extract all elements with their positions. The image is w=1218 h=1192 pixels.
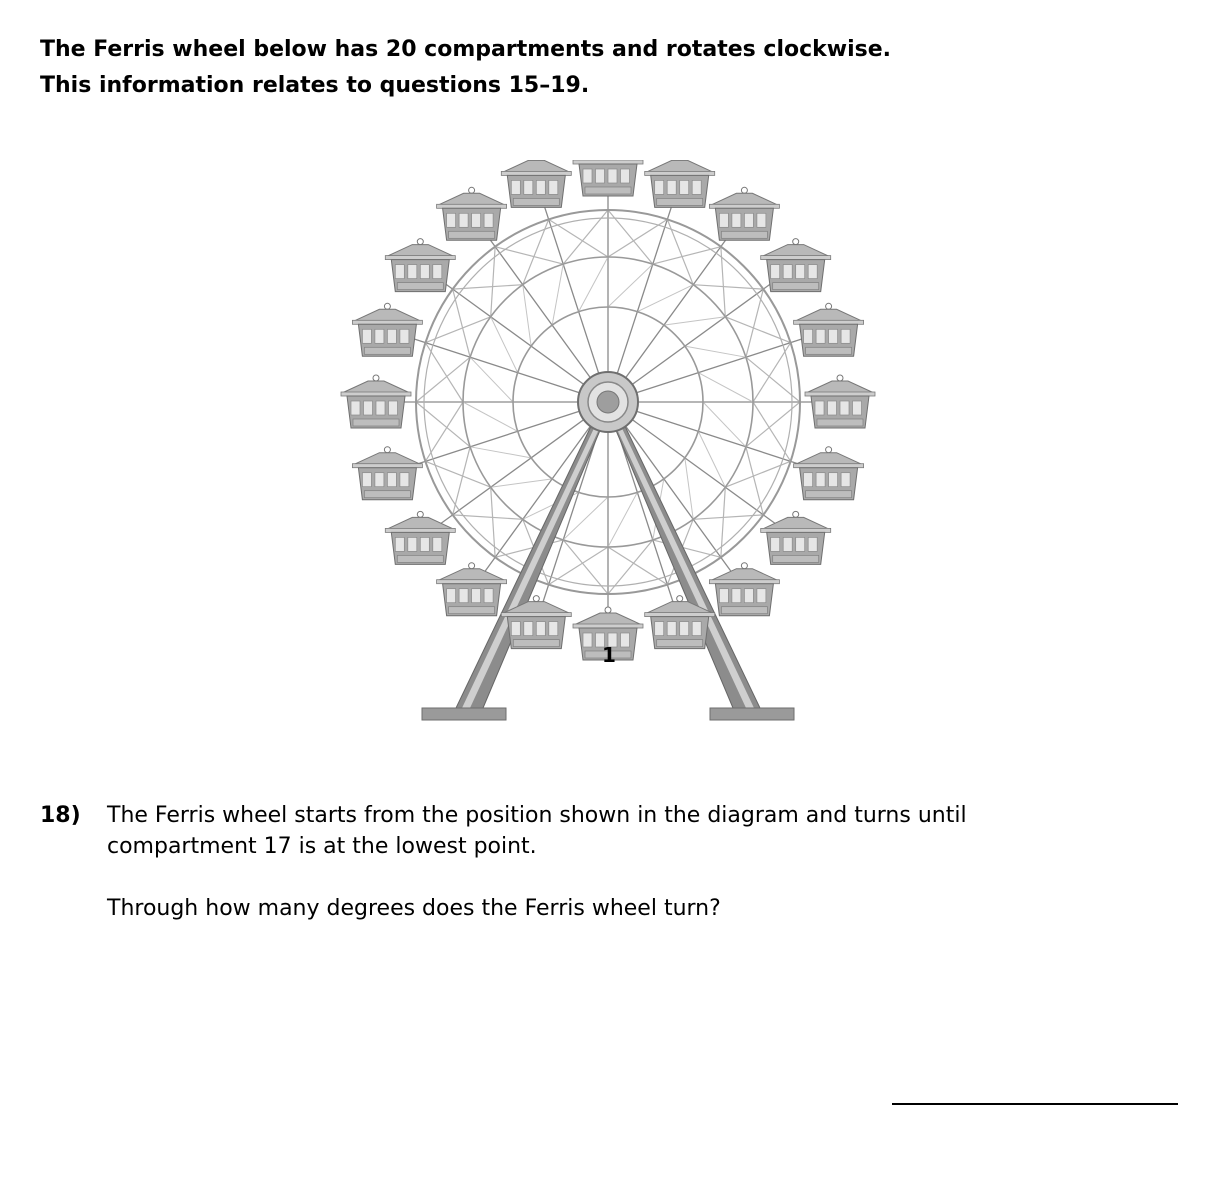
wheel-hub [578,372,638,432]
cabin-base [657,198,703,205]
compartment [437,563,507,616]
left-base [422,708,506,720]
cabin-window [804,329,813,343]
cabin-roof-edge [385,528,455,532]
cabin-base [513,640,559,647]
cabin-roof-edge [341,392,411,396]
cabin-window [804,473,813,487]
compartment [341,375,411,428]
cabin-roof [502,160,570,172]
cabin-roof [710,569,778,581]
cabin-roof-edge [573,624,643,628]
cabin-ring [793,239,799,245]
cabin-window [511,180,520,194]
cabin-base [773,555,819,562]
cabin-window [484,589,493,603]
compartment [805,375,875,428]
compartment [385,239,455,292]
cabin-roof [806,381,874,393]
intro-line-1: The Ferris wheel below has 20 compartments and rotates clockwise. [40,37,892,62]
cabin-roof [438,193,506,205]
cabin-roof [438,569,506,581]
compartment [794,447,864,500]
cabin-ring [384,303,390,309]
cabin-ring [826,447,832,453]
cabin-window [362,329,371,343]
cabin-base [721,231,767,238]
brace [491,317,518,373]
cabin-window [459,213,468,227]
brace [463,402,518,431]
cabin-roof [342,381,410,393]
intro-text [40,32,891,104]
cabin-window [376,401,385,415]
intro-line-2: This information relates to questions 15–19. [40,73,590,98]
cabin-window [387,473,396,487]
compartment [709,187,779,240]
cabin-base [353,419,399,426]
cabin-window [395,265,404,279]
cabin-window [433,265,442,279]
cabin-roof-edge [501,171,571,175]
cabin-roof-edge [709,580,779,584]
cabin-roof-edge [761,256,831,260]
cabin-window [815,401,824,415]
cabin-ring [417,239,423,245]
cabin-roof-edge [794,464,864,468]
cabin-window [816,473,825,487]
cabin-window [536,622,545,636]
cabin-window [816,329,825,343]
cabin-roof-edge [709,204,779,208]
cabin-window [549,180,558,194]
cabin-window [420,265,429,279]
cabin-window [771,265,780,279]
cabin-window [719,589,728,603]
cabin-window [375,329,384,343]
compartment [352,447,422,500]
cabin-base [449,607,495,614]
cabin-ring [469,563,475,569]
compartment [761,239,831,292]
brace [579,257,608,312]
cabin-window [732,589,741,603]
cabin-roof-edge [645,171,715,175]
cabin-window [362,473,371,487]
answer-line[interactable] [892,1103,1178,1105]
cabin-window [400,473,409,487]
cabin-window [447,213,456,227]
cabin-ring [373,375,379,381]
question-prompt: Through how many degrees does the Ferris wheel turn? [107,896,721,921]
cabin-roof [762,517,830,529]
cabin-window [783,265,792,279]
cabin-window [732,213,741,227]
cabin-base [397,283,443,290]
compartment [645,160,715,207]
cabin-window [692,180,701,194]
cabin-roof [710,193,778,205]
right-base [710,708,794,720]
cabin-ring [384,447,390,453]
cabin-window [841,329,850,343]
cabin-window [395,537,404,551]
brace [685,346,746,357]
cabin-window [744,213,753,227]
cabin-window [757,213,766,227]
brace [698,431,725,487]
cabin-base [449,231,495,238]
cabin-roof-edge [385,256,455,260]
cabin-roof [574,613,642,625]
cabin-roof-edge [352,320,422,324]
cabin-window [583,633,592,647]
brace [470,447,531,458]
cabin-roof [646,160,714,172]
cabin-base [364,491,410,498]
brace [608,492,637,547]
cabin-window [744,589,753,603]
cabin-window [447,589,456,603]
cabin-window [680,622,689,636]
cabin-window [757,589,766,603]
question-text-line-2: compartment 17 is at the lowest point. [107,834,537,859]
cabin-ring [533,596,539,602]
cabin-window [853,401,862,415]
cabin-window [389,401,398,415]
cabin-roof-edge [437,204,507,208]
compartment [352,303,422,356]
brace [698,373,753,402]
cabin-window [511,622,520,636]
cabin-window [408,537,417,551]
compartment [761,511,831,564]
cabin-window [420,537,429,551]
cabin-window [655,180,664,194]
cabin-roof [795,453,863,465]
cabin-ring [469,187,475,193]
cabin-window [408,265,417,279]
cabin-window [433,537,442,551]
cabin-base [721,607,767,614]
cabin-base [806,491,852,498]
cabin-window [484,213,493,227]
cabin-roof-edge [437,580,507,584]
question-body [107,800,1087,924]
cabin-window [680,180,689,194]
question-text-line-1: The Ferris wheel starts from the position shown in the diagram and turns until [107,803,967,828]
cabin-window [536,180,545,194]
right-support-highlight [616,424,754,708]
cabin-window [621,169,630,183]
cabin-window [472,589,481,603]
cabin-window [621,633,630,647]
cabin-base [657,640,703,647]
compartment [709,563,779,616]
cabin-window [524,180,533,194]
compartment [501,160,571,207]
cabin-window [549,622,558,636]
cabin-window [459,589,468,603]
cabin-window [840,401,849,415]
cabin-base [585,187,631,194]
compartment [385,511,455,564]
cabin-base [513,198,559,205]
cabin-base [806,347,852,354]
cabin-window [351,401,360,415]
question-number: 18) [40,803,81,828]
compartment-1-label: 1 [602,643,616,667]
cabin-ring [837,375,843,381]
cabin-roof [353,453,421,465]
cabin-window [808,265,817,279]
cabin-window [771,537,780,551]
cabin-roof-edge [352,464,422,468]
compartment [794,303,864,356]
cabin-window [364,401,373,415]
hub-center [597,391,619,413]
cabin-window [692,622,701,636]
cabin-roof-edge [645,613,715,617]
cabin-window [808,537,817,551]
cabin-window [524,622,533,636]
cabin-base [397,555,443,562]
cabin-roof-edge [573,160,643,164]
cabin-base [817,419,863,426]
cabin-window [667,622,676,636]
cabin-ring [741,563,747,569]
cabin-ring [417,511,423,517]
compartment [437,187,507,240]
cabin-roof [762,245,830,257]
left-support-highlight [462,424,600,708]
cabin-window [719,213,728,227]
cabin-window [796,265,805,279]
ferris-wheel-diagram [330,160,890,730]
cabin-window [387,329,396,343]
cabin-window [829,329,838,343]
cabin-base [364,347,410,354]
cabin-window [828,401,837,415]
cabin-window [596,169,605,183]
cabin-base [773,283,819,290]
cabin-roof-edge [501,613,571,617]
cabin-window [841,473,850,487]
cabin-window [655,622,664,636]
cabin-roof-edge [761,528,831,532]
cabin-ring [605,607,611,613]
cabin-window [783,537,792,551]
cabin-window [583,169,592,183]
cabin-roof [795,309,863,321]
cabin-roof [353,309,421,321]
cabin-ring [826,303,832,309]
cabin-ring [793,511,799,517]
cabin-ring [677,596,683,602]
cabin-window [375,473,384,487]
cabin-window [829,473,838,487]
cabin-roof [386,245,454,257]
brace [552,264,563,325]
cabin-window [608,169,617,183]
cabin-window [400,329,409,343]
cabin-roof-edge [794,320,864,324]
cabin-window [667,180,676,194]
cabin-roof-edge [805,392,875,396]
brace [637,285,693,312]
cabin-window [472,213,481,227]
cabin-roof [386,517,454,529]
cabin-ring [741,187,747,193]
compartment [573,160,643,196]
cabin-window [796,537,805,551]
